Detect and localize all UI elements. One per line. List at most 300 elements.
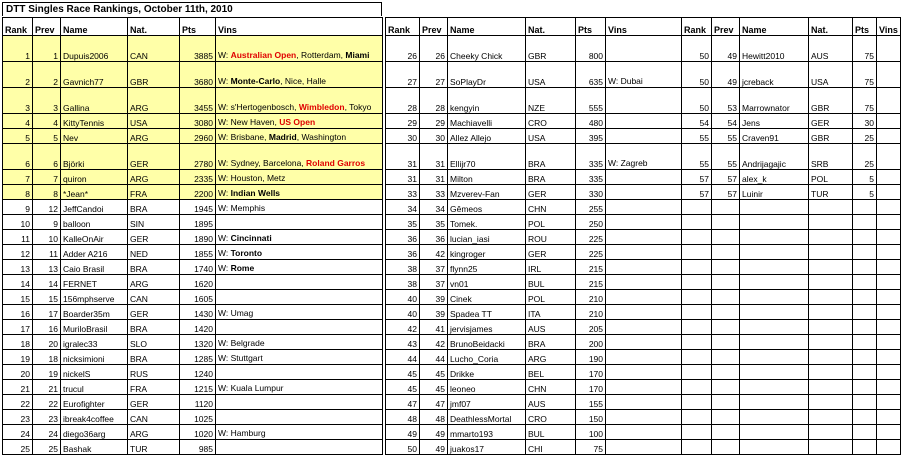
name-cell: MuriloBrasil: [61, 320, 128, 335]
wins-cell: [606, 365, 682, 380]
pts-header: Pts: [576, 18, 606, 36]
pts-cell: 215: [576, 260, 606, 275]
prev-cell: 7: [33, 170, 61, 185]
empty-cell: [682, 380, 712, 395]
table-row: [386, 88, 682, 114]
prev-cell: 13: [33, 260, 61, 275]
wins-cell: [216, 260, 383, 275]
prev-cell: 9: [33, 215, 61, 230]
nat-cell: BUL: [526, 275, 576, 290]
table-row: [386, 380, 682, 395]
nat-cell: NED: [128, 245, 180, 260]
table-row: [386, 260, 682, 275]
pts-cell: 3680: [180, 62, 216, 88]
rank-cell: 23: [3, 410, 33, 425]
wins-cell: [216, 114, 383, 129]
rank-cell: 40: [386, 290, 420, 305]
empty-cell: [740, 350, 809, 365]
wins-cell: [216, 129, 383, 144]
wins-cell: [216, 335, 383, 350]
table-row: [386, 200, 682, 215]
wins-cell: [606, 200, 682, 215]
pts-cell: 210: [576, 305, 606, 320]
table-row: [3, 290, 383, 305]
wins-cell: [606, 290, 682, 305]
table-row: [682, 290, 901, 305]
rank-cell: 50: [682, 62, 712, 88]
rank-cell: 8: [3, 185, 33, 200]
wins-text: W:: [218, 233, 231, 243]
prev-cell: 37: [420, 275, 448, 290]
pts-cell: 2335: [180, 170, 216, 185]
table-row: [682, 350, 901, 365]
empty-cell: [809, 395, 853, 410]
rank-cell: 50: [386, 440, 420, 455]
prev-header: Prev: [33, 18, 61, 36]
empty-cell: [809, 215, 853, 230]
rank-cell: 50: [682, 88, 712, 114]
prev-cell: 18: [33, 350, 61, 365]
prev-cell: 33: [420, 185, 448, 200]
empty-cell: [809, 275, 853, 290]
prev-cell: 54: [712, 114, 740, 129]
empty-cell: [712, 290, 740, 305]
empty-cell: [712, 245, 740, 260]
nat-cell: GBR: [526, 36, 576, 62]
empty-cell: [712, 350, 740, 365]
name-cell: kengyin: [448, 88, 526, 114]
empty-cell: [740, 275, 809, 290]
empty-cell: [853, 305, 877, 320]
wins-cell: [606, 425, 682, 440]
wins-cell: [216, 245, 383, 260]
table-row: [682, 62, 901, 88]
rank-cell: 15: [3, 290, 33, 305]
table-row: [386, 185, 682, 200]
empty-cell: [809, 260, 853, 275]
nat-cell: BRA: [526, 335, 576, 350]
table-row: [386, 230, 682, 245]
pts-cell: 1890: [180, 230, 216, 245]
wins-cell: [216, 365, 383, 380]
rank-cell: 29: [386, 114, 420, 129]
name-cell: vn01: [448, 275, 526, 290]
rank-cell: 38: [386, 275, 420, 290]
prev-cell: 41: [420, 320, 448, 335]
wins-cell: [216, 425, 383, 440]
nat-cell: USA: [809, 62, 853, 88]
nat-cell: AUS: [809, 36, 853, 62]
table-row: [386, 365, 682, 380]
table-row: [682, 440, 901, 455]
prev-cell: 21: [33, 380, 61, 395]
rank-cell: 57: [682, 185, 712, 200]
table-row: [3, 200, 383, 215]
table-row: [682, 365, 901, 380]
pts-cell: 1945: [180, 200, 216, 215]
name-header: Name: [61, 18, 128, 36]
nat-cell: CHI: [526, 440, 576, 455]
empty-cell: [682, 200, 712, 215]
prev-cell: 22: [33, 395, 61, 410]
wins-cell: [606, 170, 682, 185]
name-cell: diego36arg: [61, 425, 128, 440]
empty-cell: [853, 230, 877, 245]
table-row: [3, 410, 383, 425]
table-row: [386, 320, 682, 335]
rank-cell: 34: [386, 200, 420, 215]
empty-cell: [712, 215, 740, 230]
pts-cell: 30: [853, 114, 877, 129]
nat-cell: GER: [128, 305, 180, 320]
prev-cell: 42: [420, 335, 448, 350]
prev-cell: 10: [33, 230, 61, 245]
rank-cell: 21: [3, 380, 33, 395]
empty-cell: [682, 305, 712, 320]
nat-cell: BRA: [128, 260, 180, 275]
pts-cell: 1020: [180, 425, 216, 440]
table-row: [3, 275, 383, 290]
pts-cell: 155: [576, 395, 606, 410]
rank-cell: 31: [386, 144, 420, 170]
nat-cell: IRL: [526, 260, 576, 275]
rank-cell: 50: [682, 36, 712, 62]
table-row: [682, 410, 901, 425]
rank-cell: 12: [3, 245, 33, 260]
wins-cell: [216, 275, 383, 290]
empty-cell: [853, 380, 877, 395]
table-row: [3, 305, 383, 320]
wins-cell: [877, 170, 901, 185]
empty-cell: [682, 230, 712, 245]
name-cell: Adder A216: [61, 245, 128, 260]
empty-cell: [712, 305, 740, 320]
empty-cell: [712, 440, 740, 455]
name-cell: Gêmeos: [448, 200, 526, 215]
pts-cell: 200: [576, 335, 606, 350]
rank-cell: 47: [386, 395, 420, 410]
empty-cell: [809, 425, 853, 440]
prev-cell: 35: [420, 215, 448, 230]
table-row: [3, 335, 383, 350]
wins-text: , Nice, Halle: [280, 76, 327, 86]
nat-cell: NZE: [526, 88, 576, 114]
rank-cell: 33: [386, 185, 420, 200]
nat-cell: BEL: [526, 365, 576, 380]
empty-cell: [740, 380, 809, 395]
pts-cell: 170: [576, 365, 606, 380]
wins-text: W: Houston, Metz: [218, 173, 286, 183]
wins-header: Vins: [877, 18, 901, 36]
pts-cell: 210: [576, 290, 606, 305]
prev-cell: 48: [420, 410, 448, 425]
pts-cell: 225: [576, 230, 606, 245]
wins-cell: [216, 62, 383, 88]
name-cell: leoneo: [448, 380, 526, 395]
wins-cell: [216, 290, 383, 305]
nat-cell: CRO: [526, 410, 576, 425]
wins-cell: [216, 88, 383, 114]
prev-cell: 1: [33, 36, 61, 62]
prev-cell: 8: [33, 185, 61, 200]
rankings-table-3: [681, 17, 901, 455]
name-cell: Gavnich77: [61, 62, 128, 88]
wins-text: , Tokyo: [344, 102, 372, 112]
name-cell: KalleOnAir: [61, 230, 128, 245]
name-cell: Marrownator: [740, 88, 809, 114]
wins-cell: W: Zagreb: [606, 144, 682, 170]
wins-cell: [606, 335, 682, 350]
nat-cell: TUR: [809, 185, 853, 200]
prev-cell: 19: [33, 365, 61, 380]
rank-cell: 4: [3, 114, 33, 129]
wins-cell: [877, 144, 901, 170]
wins-text: W: Hamburg: [218, 428, 266, 438]
rank-cell: 28: [386, 88, 420, 114]
pts-cell: 5: [853, 170, 877, 185]
nat-cell: AUS: [526, 395, 576, 410]
prev-cell: 14: [33, 275, 61, 290]
prev-cell: 2: [33, 62, 61, 88]
pts-cell: 25: [853, 129, 877, 144]
name-cell: ibreak4coffee: [61, 410, 128, 425]
empty-cell: [740, 305, 809, 320]
empty-cell: [853, 290, 877, 305]
prev-cell: 20: [33, 335, 61, 350]
table-row: [3, 320, 383, 335]
rank-cell: 55: [682, 129, 712, 144]
name-cell: Drikke: [448, 365, 526, 380]
wins-cell: [606, 114, 682, 129]
name-cell: Cheeky Chick: [448, 36, 526, 62]
table-row: [682, 245, 901, 260]
prev-cell: 55: [712, 144, 740, 170]
rank-cell: 25: [3, 440, 33, 455]
nat-cell: ARG: [526, 350, 576, 365]
nat-cell: CHN: [526, 380, 576, 395]
prev-cell: 3: [33, 88, 61, 114]
wins-cell: [877, 129, 901, 144]
name-cell: mmarto193: [448, 425, 526, 440]
nat-cell: GBR: [809, 129, 853, 144]
name-cell: Cinek: [448, 290, 526, 305]
table-row: [3, 395, 383, 410]
pts-cell: 170: [576, 380, 606, 395]
table-row: [682, 230, 901, 245]
rank-cell: 17: [3, 320, 33, 335]
empty-cell: [853, 395, 877, 410]
name-cell: KittyTennis: [61, 114, 128, 129]
nat-cell: ARG: [128, 425, 180, 440]
pts-cell: 205: [576, 320, 606, 335]
rank-cell: 38: [386, 260, 420, 275]
nat-cell: SRB: [809, 144, 853, 170]
wins-cell: [877, 114, 901, 129]
rank-cell: 10: [3, 215, 33, 230]
empty-cell: [809, 440, 853, 455]
wins-text: W: Stuttgart: [218, 353, 263, 363]
pts-cell: 25: [853, 144, 877, 170]
empty-cell: [877, 410, 901, 425]
prev-cell: 39: [420, 305, 448, 320]
pts-cell: 75: [853, 88, 877, 114]
name-cell: *Jean*: [61, 185, 128, 200]
empty-cell: [740, 395, 809, 410]
wins-text: W: Kuala Lumpur: [218, 383, 284, 393]
nat-cell: SLO: [128, 335, 180, 350]
table-row: [386, 440, 682, 455]
wins-cell: [216, 380, 383, 395]
table-row: [682, 200, 901, 215]
rank-cell: 54: [682, 114, 712, 129]
empty-cell: [740, 245, 809, 260]
empty-cell: [853, 410, 877, 425]
prev-header: Prev: [712, 18, 740, 36]
name-cell: 156mphserve: [61, 290, 128, 305]
rank-cell: 1: [3, 36, 33, 62]
pts-cell: 225: [576, 245, 606, 260]
wins-cell: [877, 36, 901, 62]
name-cell: Ellijr70: [448, 144, 526, 170]
empty-cell: [712, 425, 740, 440]
table-row: [682, 215, 901, 230]
nat-cell: GER: [809, 114, 853, 129]
empty-cell: [877, 380, 901, 395]
pts-cell: 250: [576, 215, 606, 230]
nat-cell: RUS: [128, 365, 180, 380]
wins-text: Wimbledon: [298, 102, 345, 112]
pts-header: Pts: [180, 18, 216, 36]
prev-cell: 37: [420, 260, 448, 275]
nat-cell: SIN: [128, 215, 180, 230]
pts-cell: 395: [576, 129, 606, 144]
nat-cell: BRA: [128, 350, 180, 365]
name-cell: Bashak: [61, 440, 128, 455]
nat-cell: GER: [128, 395, 180, 410]
empty-cell: [809, 410, 853, 425]
empty-cell: [712, 335, 740, 350]
name-cell: Milton: [448, 170, 526, 185]
rank-cell: 7: [3, 170, 33, 185]
pts-cell: 1620: [180, 275, 216, 290]
wins-text: Rome: [230, 263, 255, 273]
rankings-table-2: [385, 17, 682, 455]
nat-cell: CAN: [128, 36, 180, 62]
rank-cell: 22: [3, 395, 33, 410]
rankings-table-1: [2, 17, 383, 455]
empty-cell: [853, 200, 877, 215]
prev-cell: 27: [420, 62, 448, 88]
pts-cell: 1120: [180, 395, 216, 410]
wins-text: Australian Open: [230, 50, 297, 60]
prev-cell: 45: [420, 365, 448, 380]
name-cell: nicksimioni: [61, 350, 128, 365]
table-row: [386, 62, 682, 88]
name-cell: Machiavelli: [448, 114, 526, 129]
empty-cell: [682, 275, 712, 290]
nat-cell: ARG: [128, 129, 180, 144]
nat-cell: POL: [526, 290, 576, 305]
wins-cell: [606, 350, 682, 365]
table-row: [3, 230, 383, 245]
prev-cell: 53: [712, 88, 740, 114]
table-row: [3, 36, 383, 62]
pts-cell: 1605: [180, 290, 216, 305]
prev-cell: 57: [712, 170, 740, 185]
nat-cell: GER: [526, 185, 576, 200]
pts-cell: 3455: [180, 88, 216, 114]
prev-cell: 17: [33, 305, 61, 320]
prev-cell: 29: [420, 114, 448, 129]
empty-cell: [853, 365, 877, 380]
empty-cell: [712, 320, 740, 335]
pts-cell: 335: [576, 170, 606, 185]
name-cell: FERNET: [61, 275, 128, 290]
name-cell: Andrijagajic: [740, 144, 809, 170]
table-row: [3, 170, 383, 185]
pts-cell: 635: [576, 62, 606, 88]
name-cell: Hewitt2010: [740, 36, 809, 62]
empty-cell: [682, 440, 712, 455]
rank-cell: 31: [386, 170, 420, 185]
wins-cell: [606, 230, 682, 245]
empty-cell: [740, 200, 809, 215]
prev-cell: 24: [33, 425, 61, 440]
rank-cell: 36: [386, 245, 420, 260]
wins-text: W:: [218, 263, 231, 273]
empty-cell: [740, 290, 809, 305]
rank-cell: 20: [3, 365, 33, 380]
nat-cell: TUR: [128, 440, 180, 455]
prev-cell: 55: [712, 129, 740, 144]
wins-text: Madrid: [268, 132, 297, 142]
empty-cell: [740, 320, 809, 335]
empty-cell: [682, 215, 712, 230]
table-row: [3, 440, 383, 455]
wins-cell: [606, 305, 682, 320]
empty-cell: [877, 215, 901, 230]
pts-cell: 555: [576, 88, 606, 114]
empty-cell: [809, 380, 853, 395]
wins-cell: [216, 36, 383, 62]
pts-cell: 335: [576, 144, 606, 170]
empty-cell: [712, 260, 740, 275]
prev-cell: 12: [33, 200, 61, 215]
prev-cell: 26: [420, 36, 448, 62]
pts-cell: 2780: [180, 144, 216, 170]
name-cell: Luinir: [740, 185, 809, 200]
pts-cell: 75: [576, 440, 606, 455]
wins-text: W:: [218, 248, 231, 258]
name-cell: nickelS: [61, 365, 128, 380]
prev-cell: 44: [420, 350, 448, 365]
rank-cell: 14: [3, 275, 33, 290]
pts-cell: 150: [576, 410, 606, 425]
pts-cell: 330: [576, 185, 606, 200]
empty-cell: [740, 425, 809, 440]
rank-cell: 24: [3, 425, 33, 440]
pts-cell: 100: [576, 425, 606, 440]
name-cell: Craven91: [740, 129, 809, 144]
wins-text: W: Brisbane,: [218, 132, 269, 142]
wins-text: Miami: [345, 50, 370, 60]
wins-cell: [606, 245, 682, 260]
wins-cell: [216, 144, 383, 170]
pts-cell: 1895: [180, 215, 216, 230]
name-cell: Nev: [61, 129, 128, 144]
pts-cell: 2960: [180, 129, 216, 144]
name-cell: Mzverev-Fan: [448, 185, 526, 200]
